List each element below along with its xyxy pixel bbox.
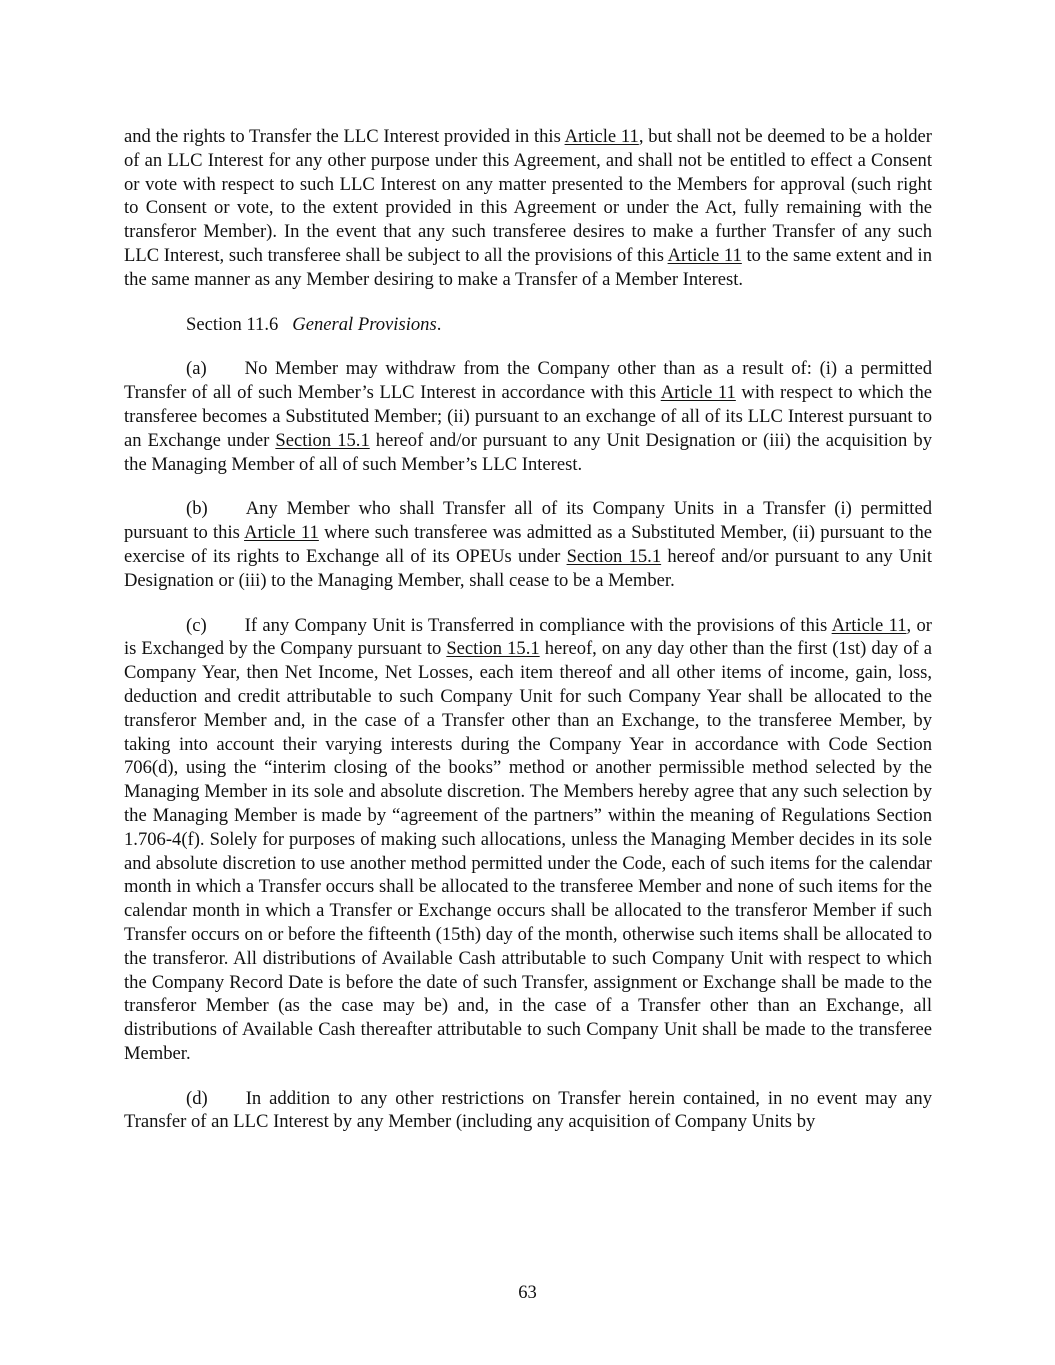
paragraph-label: (a) — [186, 358, 207, 380]
paragraph-b: (b) Any Member who shall Transfer all of its Company Units in a Transfer (i) permitted pursuant to this Article 11 where such transferee was admitted as a Substituted Member, (ii) pursuant to the exercise of its rights to Exchange all of its OPEUs under Section 15.1 hereof and/or pursuant to any Unit Designation or (iii) to the Managing Member, shall cease to be a Member. — [124, 498, 932, 591]
article-11-reference: Article 11 — [564, 126, 639, 147]
section-15-1-reference: Section 15.1 — [275, 429, 370, 451]
paragraph-continuation: and the rights to Transfer the LLC Interest provided in this Article 11, but shall not be deemed to be a holder of an LLC Interest for any other purpose under this Agreement, and shall not be entitled to effect a Consent or vote with respect to such LLC Interest on any matter presented to the Members for approval (such right to Consent or vote, to the extent provided in this Agreement or under the Act, fully remaining with the transferor Member). In the event that any such transferee desires to make a further Transfer of any such LLC Interest, such transferee shall be subject to all the provisions of this Article 11 to the same extent and in the same manner as any Member desiring to make a Transfer of a Member Interest. — [124, 126, 932, 290]
document-page — [124, 125, 932, 1155]
page-number: 63 — [518, 1282, 537, 1303]
section-title: General Provisions — [292, 313, 437, 335]
article-11-reference: Article 11 — [831, 614, 907, 636]
paragraph-a: (a) No Member may withdraw from the Company other than as a result of: (i) a permitted Transfer of all of such Member’s LLC Interest in accordance with this Article 11 with respect to which the transferee becomes a Substituted Member; (ii) pursuant to an exchange of all of its LLC Interest pursuant to an Exchange under Section 15.1 hereof and/or pursuant to any Unit Designation or (iii) the acquisition by the Managing Member of all of such Member’s LLC Interest. — [124, 358, 932, 475]
section-15-1-reference: Section 15.1 — [566, 545, 662, 567]
article-11-reference: Article 11 — [660, 382, 736, 404]
paragraph-label: (c) — [186, 614, 207, 636]
paragraph-label: (d) — [186, 1087, 208, 1109]
section-heading: Section 11.6 General Provisions. — [186, 313, 442, 335]
article-11-reference: Article 11 — [244, 522, 319, 544]
paragraph-d: (d) In addition to any other restrictions on Transfer herein contained, in no event may any Transfer of an LLC Interest by any Member (including any acquisition of Company Units by — [124, 1087, 932, 1133]
article-11-reference: Article 11 — [667, 244, 742, 266]
paragraph-label: (b) — [186, 498, 208, 520]
paragraph-c: (c) If any Company Unit is Transferred in compliance with the provisions of this Article 11, or is Exchanged by the Company pursuant to Section 15.1 hereof, on any day other than the first (1st) day of a Company Year, then Net Income, Net Losses, each item thereof and all other items of income, gain, loss, deduction and credit attributable to such Company Unit for such Company Year shall be allocated to the transferor Member and, in the case of a Transfer other than an Exchange, to the transferee Member, by taking into account their varying interests during the Company Year in accordance with Code Section 706(d), using the “interim closing of the books” method or another permissible method selected by the Managing Member in its sole and absolute discretion. The Members hereby agree that any such selection by the Managing Member is made by “agreement of the partners” within the meaning of Regulations Section 1.706-4(f). Solely for purposes of making such allocations, unless the Managing Member decides in its sole and absolute discretion to use another method permitted under the Code, each of such items for the calendar month in which a Transfer occurs shall be allocated to the transferee Member and none of such items for the calendar month in which a Transfer or Exchange occurs shall be allocated to the transferor Member if such Transfer occurs on or before the fifteenth (15th) day of the month, otherwise such items shall be allocated to the transferor. All distributions of Available Cash attributable to such Company Unit with respect to which the Company Record Date is before the date of such Transfer, assignment or Exchange shall be made to the transferor Member (as the case may be) and, in the case of a Transfer other than an Exchange, all distributions of Available Cash thereafter attributable to such Company Unit shall be made to the transferee Member. — [124, 614, 932, 1064]
section-number: Section 11.6 — [186, 313, 279, 335]
section-15-1-reference: Section 15.1 — [446, 638, 540, 660]
